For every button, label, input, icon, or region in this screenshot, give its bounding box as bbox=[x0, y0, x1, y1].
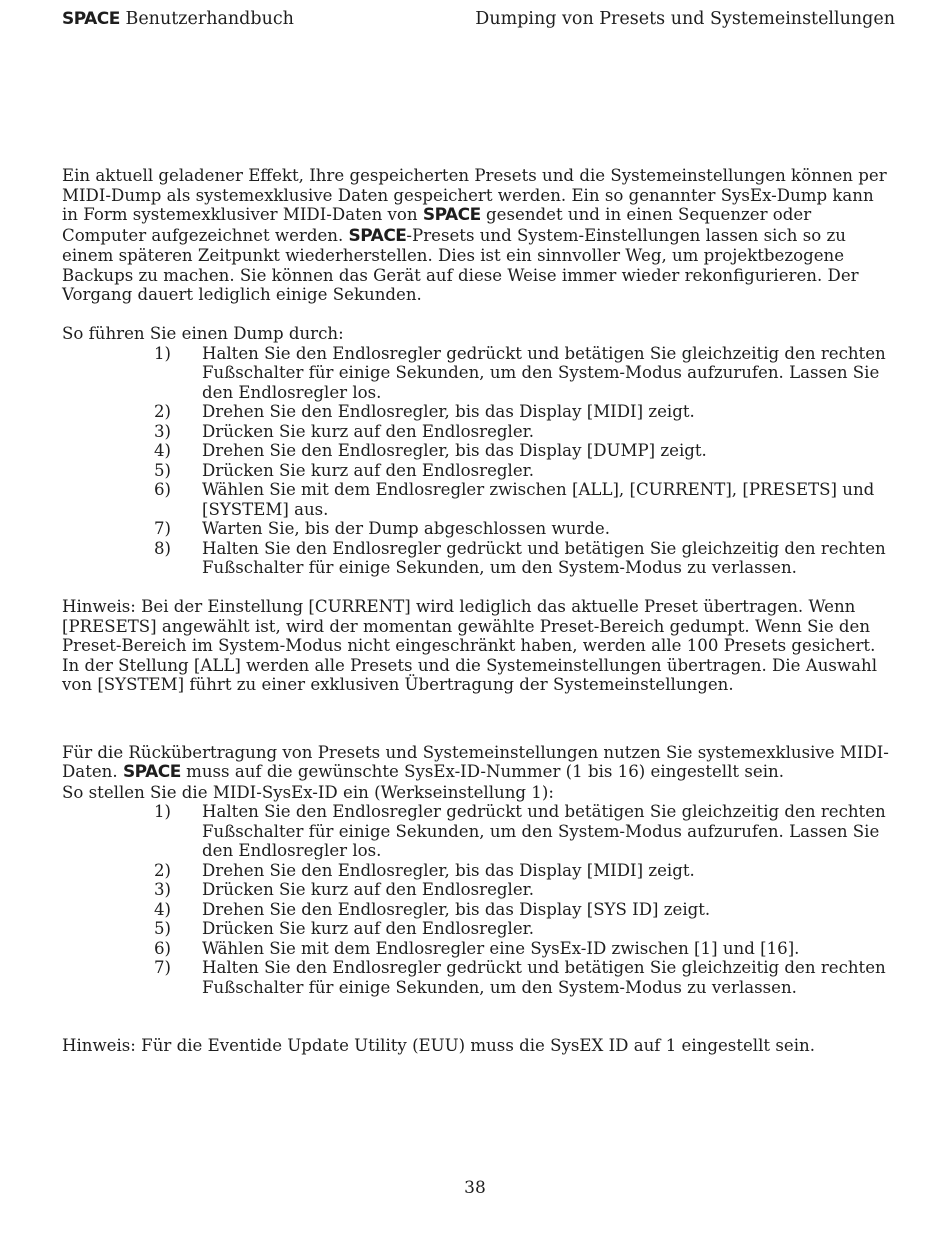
page-header bbox=[62, 9, 895, 35]
step-number: 1) bbox=[154, 343, 172, 363]
step-number: 5) bbox=[154, 460, 172, 480]
space-logo: SPACE bbox=[62, 9, 120, 29]
intro-text-2: gesendet und in einen Sequenzer oder Computer aufgezeichnet werden. bbox=[62, 205, 812, 245]
spacer bbox=[62, 578, 890, 598]
step-text: Wählen Sie mit dem Endlosregler zwischen [ALL], [CURRENT], [PRESETS] und [SYSTEM] aus. bbox=[202, 480, 875, 519]
step-number: 5) bbox=[154, 919, 172, 938]
sysex-lead: So stellen Sie die MIDI-SysEx-ID ein (Werkseinstellung 1): bbox=[62, 782, 554, 802]
intro-paragraph bbox=[62, 166, 890, 305]
dump-steps-list bbox=[62, 344, 890, 578]
step-number: 3) bbox=[154, 880, 172, 899]
list-item bbox=[62, 480, 890, 519]
step-text: Drücken Sie kurz auf den Endlosregler. bbox=[202, 919, 535, 938]
page-number: 38 bbox=[464, 1178, 486, 1198]
sysex-text-2: muss auf die gewünschte SysEx-ID-Nummer (1 bis 16) eingestellt sein. bbox=[180, 762, 784, 781]
step-number: 1) bbox=[154, 802, 172, 821]
manual-title: Benutzerhandbuch bbox=[125, 9, 294, 29]
step-number: 3) bbox=[154, 421, 172, 441]
step-text: Drehen Sie den Endlosregler, bis das Display [DUMP] zeigt. bbox=[202, 441, 707, 460]
space-logo-inline: SPACE bbox=[422, 205, 481, 225]
dump-lead: So führen Sie einen Dump durch: bbox=[62, 324, 344, 343]
list-item bbox=[62, 461, 890, 481]
space-logo-inline: SPACE bbox=[122, 762, 181, 782]
step-text: Warten Sie, bis der Dump abgeschlossen wurde. bbox=[202, 519, 611, 538]
step-text: Drücken Sie kurz auf den Endlosregler. bbox=[202, 880, 535, 899]
step-number: 8) bbox=[154, 538, 172, 558]
list-item bbox=[62, 344, 890, 403]
spacer bbox=[62, 997, 890, 1036]
step-text: Drücken Sie kurz auf den Endlosregler. bbox=[202, 460, 535, 480]
step-number: 4) bbox=[154, 441, 172, 460]
step-number: 4) bbox=[154, 899, 172, 919]
intro-text-1: Ein aktuell geladener Effekt, Ihre gespeicherten Presets und die Systemeinstellungen können per MIDI-Dump als systemexklusive Daten gespeichert werden. Ein so genannter SysEx-Dump kann in Form systemexklusiver MIDI-Daten von bbox=[62, 166, 887, 224]
step-text: Halten Sie den Endlosregler gedrückt und betätigen Sie gleichzeitig den rechten Fußschalter für einige Sekunden, um den System-Modus aufzurufen. Lassen Sie den Endlosregler los. bbox=[202, 343, 886, 402]
list-item bbox=[62, 422, 890, 442]
list-item bbox=[62, 802, 890, 861]
step-number: 7) bbox=[154, 519, 172, 538]
intro-text-3: -Presets und System-Einstellungen lassen sich so zu einem späteren Zeitpunkt wiederherstellen. Dies ist ein sinnvoller Weg, um projektbezogene Backups zu machen. Sie können das Gerät auf diese Weise immer wieder rekonfigurieren. Der Vorgang dauert lediglich einige Sekunden. bbox=[62, 225, 859, 304]
sysex-text-1: Für die Rückübertragung von Presets und Systemeinstellungen nutzen Sie systemexklusive MIDI-Daten. bbox=[62, 742, 889, 781]
step-number: 6) bbox=[154, 938, 172, 958]
section-title: Dumping von Presets und Systemeinstellungen bbox=[475, 9, 895, 29]
dump-note: Hinweis: Bei der Einstellung [CURRENT] wird lediglich das aktuelle Preset übertragen. Wenn [PRESETS] angewählt ist, wird der momentan gewählte Preset-Bereich gedumpt. Wenn Sie den Preset-Bereich im System-Modus nicht eingeschränkt haben, werden alle 100 Presets gesichert. In der Stellung [ALL] werden alle Presets und die Systemeinstellungen übertragen. Die Auswahl von [SYSTEM] führt zu einer exklusiven Übertragung der Systemeinstellungen. bbox=[62, 597, 878, 694]
list-item bbox=[62, 519, 890, 539]
sysex-note: Hinweis: Für die Eventide Update Utility (EUU) muss die SysEX ID auf 1 eingestellt sein. bbox=[62, 1036, 815, 1055]
step-text: Drehen Sie den Endlosregler, bis das Display [MIDI] zeigt. bbox=[202, 860, 695, 880]
list-item bbox=[62, 958, 890, 997]
list-item bbox=[62, 402, 890, 422]
space-logo-inline: SPACE bbox=[348, 225, 407, 246]
list-item bbox=[62, 900, 890, 920]
list-item bbox=[62, 441, 890, 461]
step-number: 7) bbox=[154, 958, 172, 977]
list-item bbox=[62, 919, 890, 939]
sysex-steps-list bbox=[62, 802, 890, 997]
list-item bbox=[62, 539, 890, 578]
step-text: Halten Sie den Endlosregler gedrückt und betätigen Sie gleichzeitig den rechten Fußschalter für einige Sekunden, um den System-Modus aufzurufen. Lassen Sie den Endlosregler los. bbox=[202, 802, 886, 860]
step-text: Halten Sie den Endlosregler gedrückt und betätigen Sie gleichzeitig den rechten Fußschalter für einige Sekunden, um den System-Modus zu verlassen. bbox=[202, 958, 886, 997]
step-number: 6) bbox=[154, 480, 172, 499]
header-left bbox=[62, 9, 294, 29]
step-text: Drücken Sie kurz auf den Endlosregler. bbox=[202, 421, 535, 441]
step-number: 2) bbox=[154, 860, 172, 880]
list-item bbox=[62, 861, 890, 881]
step-text: Drehen Sie den Endlosregler, bis das Display [MIDI] zeigt. bbox=[202, 402, 695, 421]
spacer bbox=[62, 695, 890, 743]
step-number: 2) bbox=[154, 402, 172, 421]
step-text: Drehen Sie den Endlosregler, bis das Display [SYS ID] zeigt. bbox=[202, 899, 711, 919]
sysex-intro bbox=[62, 743, 890, 783]
page-content bbox=[62, 166, 890, 1056]
step-text: Halten Sie den Endlosregler gedrückt und betätigen Sie gleichzeitig den rechten Fußschalter für einige Sekunden, um den System-Modus zu verlassen. bbox=[202, 538, 886, 577]
list-item bbox=[62, 939, 890, 959]
spacer bbox=[62, 305, 890, 325]
step-text: Wählen Sie mit dem Endlosregler eine SysEx-ID zwischen [1] und [16]. bbox=[202, 938, 800, 958]
list-item bbox=[62, 880, 890, 900]
